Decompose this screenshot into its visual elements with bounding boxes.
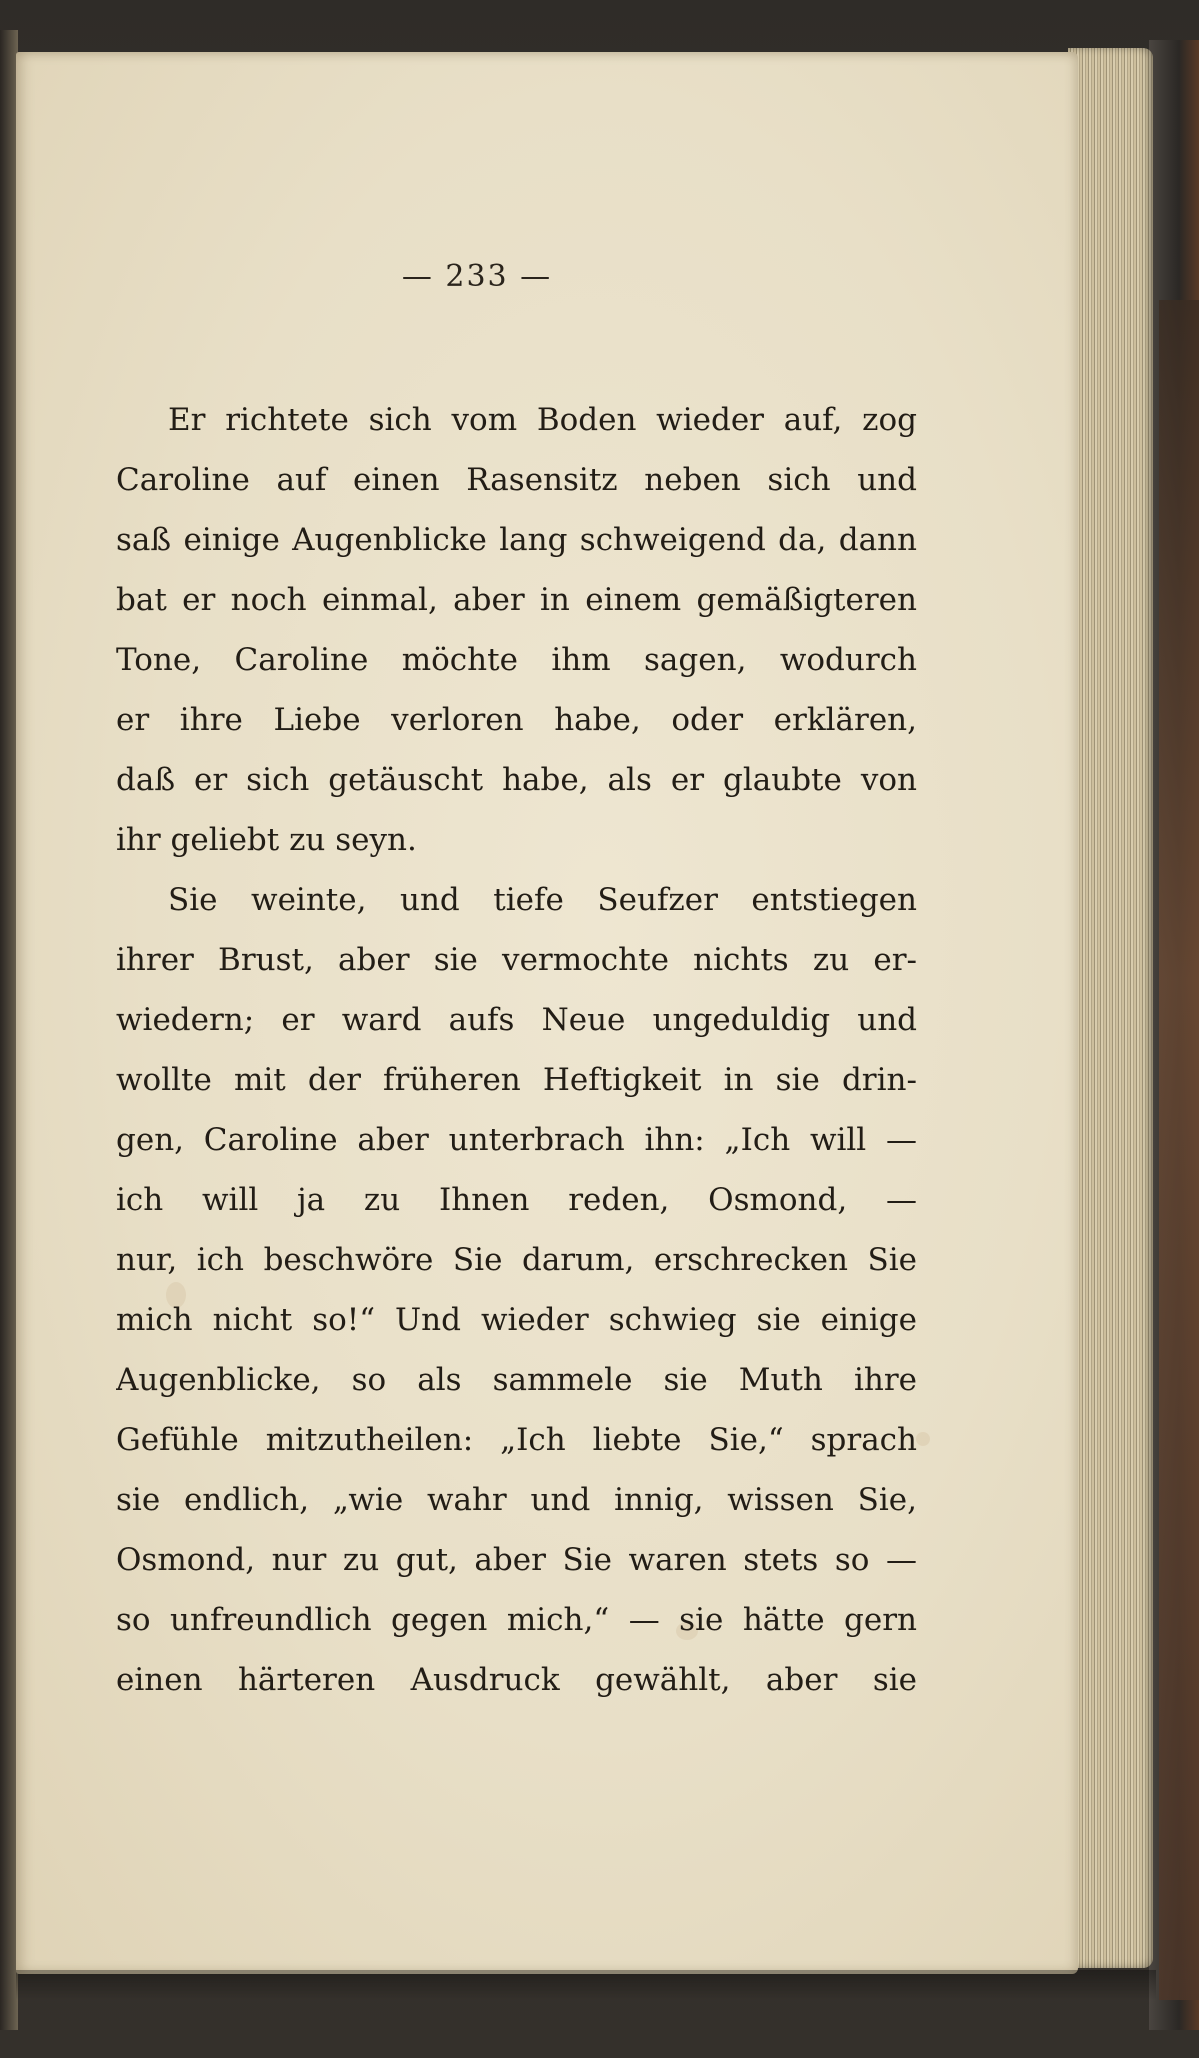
text-line: Er richtete sich vom Boden wieder auf, zog bbox=[168, 402, 917, 438]
text-line: gen, Caroline aber unterbrach ihn: „Ich will — bbox=[116, 1122, 917, 1158]
text-line: daß er sich getäuscht habe, als er glaubte von bbox=[116, 762, 917, 798]
stacked-page-edges bbox=[1068, 48, 1153, 1968]
text-line: ich will ja zu Ihnen reden, Osmond, — bbox=[116, 1182, 917, 1218]
text-line: wollte mit der früheren Heftigkeit in sie drin- bbox=[116, 1062, 917, 1098]
text-line: Sie weinte, und tiefe Seufzer entstiegen bbox=[168, 882, 917, 918]
page-number: — 233 — bbox=[401, 259, 553, 294]
text-line: er ihre Liebe verloren habe, oder erklären, bbox=[116, 702, 917, 738]
book-page bbox=[16, 52, 1078, 1974]
text-line: so unfreundlich gegen mich,“ — sie hätte gern bbox=[116, 1602, 917, 1638]
text-line: ihrer Brust, aber sie vermochte nichts zu er- bbox=[116, 942, 917, 978]
text-line: bat er noch einmal, aber in einem gemäßigteren bbox=[116, 582, 917, 618]
text-line: ihr geliebt zu seyn. bbox=[116, 822, 417, 858]
paper-spot bbox=[916, 1432, 930, 1446]
text-line: Caroline auf einen Rasensitz neben sich und bbox=[116, 462, 917, 498]
text-line: Gefühle mitzutheilen: „Ich liebte Sie,“ sprach bbox=[116, 1422, 917, 1458]
text-line: nur, ich beschwöre Sie darum, erschrecken Sie bbox=[116, 1242, 917, 1278]
text-line: mich nicht so!“ Und wieder schwieg sie einige bbox=[116, 1302, 917, 1338]
text-line: Augenblicke, so als sammele sie Muth ihre bbox=[116, 1362, 917, 1398]
text-line: Osmond, nur zu gut, aber Sie waren stets so — bbox=[116, 1542, 917, 1578]
text-line: einen härteren Ausdruck gewählt, aber sie bbox=[116, 1662, 917, 1698]
text-line: Tone, Caroline möchte ihm sagen, wodurch bbox=[116, 642, 917, 678]
text-line: sie endlich, „wie wahr und innig, wissen Sie, bbox=[116, 1482, 917, 1518]
book-cover-leather bbox=[1159, 300, 1199, 2000]
page-bottom-shadow bbox=[16, 1970, 1156, 2000]
text-line: saß einige Augenblicke lang schweigend da, dann bbox=[116, 522, 917, 558]
text-line: wiedern; er ward aufs Neue ungeduldig und bbox=[116, 1002, 917, 1038]
body-text bbox=[116, 390, 917, 1710]
